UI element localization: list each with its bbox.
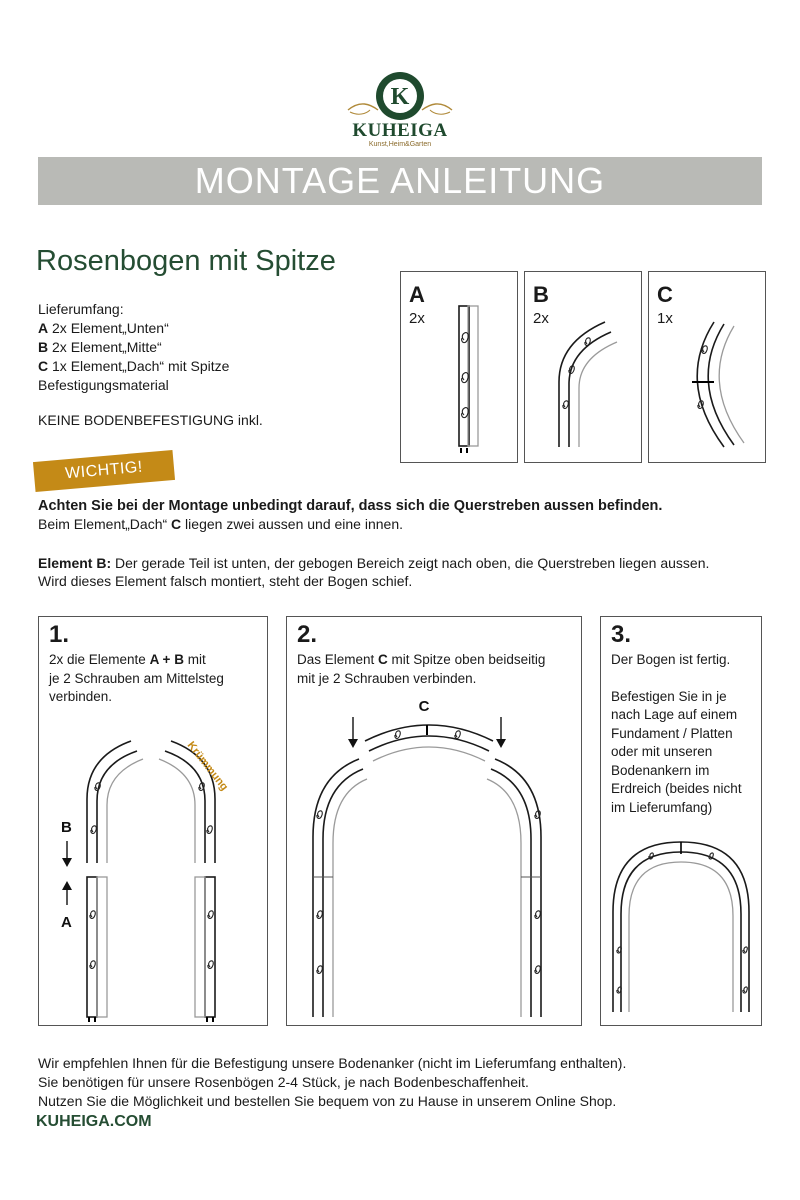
element-b-note: Wird dieses Element falsch montiert, steht der Bogen schief. [38, 573, 413, 589]
part-box-c [648, 271, 766, 463]
part-box-a [400, 271, 518, 463]
part-box-b [524, 271, 642, 463]
scope-heading: Lieferumfang: [38, 301, 124, 317]
part-qty: 1x [657, 310, 673, 327]
part-qty: 2x [533, 310, 549, 327]
footer-line: Nutzen Sie die Möglichkeit und bestellen Sie bequem von zu Hause in unserem Online Shop. [38, 1093, 617, 1109]
scope-item: C 1x Element„Dach“ mit Spitze [38, 358, 230, 374]
part-c-drawing [674, 312, 759, 457]
page-title: MONTAGE ANLEITUNG [194, 160, 606, 201]
step-text: Der Bogen ist fertig. Befestigen Sie in je nach Lage auf einem Fundament / Platten oder mit unseren Bodenankern im Erdreich (beides nicht im Lieferumfang) [611, 652, 742, 815]
step-1-box [38, 616, 268, 1026]
step-number: 1. [49, 621, 70, 648]
step-text: Das Element C mit Spitze oben beidseitig mit je 2 Schrauben verbinden. [297, 652, 546, 686]
part-qty: 2x [409, 310, 425, 327]
scope-extra: Befestigungsmaterial [38, 377, 169, 393]
logo-letter: K [390, 84, 410, 110]
label-c: C [418, 698, 430, 715]
label-a: A [61, 914, 72, 931]
scope-of-delivery [38, 300, 368, 395]
step-number: 2. [297, 621, 318, 648]
step-text: 2x die Elemente A + B mit je 2 Schrauben am Mittelsteg verbinden. [49, 652, 224, 704]
no-anchor-note: KEINE BODENBEFESTIGUNG inkl. [38, 412, 263, 428]
step-2-box [286, 616, 582, 1026]
part-a-drawing [446, 300, 496, 460]
step-number: 3. [611, 621, 632, 648]
part-letter: C [657, 282, 673, 307]
label-b: B [61, 819, 72, 836]
curvature-label: Krümmung [184, 739, 231, 794]
warning-line: Beim Element„Dach“ C liegen zwei aussen und eine innen. [38, 516, 403, 532]
important-badge: WICHTIG! [33, 450, 175, 492]
step-3-drawing [601, 832, 761, 1025]
element-b-note: Element B: Der gerade Teil ist unten, der gebogen Bereich zeigt nach oben, die Querstreben liegen aussen. [38, 555, 710, 571]
warning-line: Achten Sie bei der Montage unbedingt darauf, dass sich die Querstreben aussen befinden. [38, 498, 663, 514]
scope-item: B 2x Element„Mitte“ [38, 339, 162, 355]
step-2-drawing [287, 687, 581, 1025]
scope-item: A 2x Element„Unten“ [38, 320, 169, 336]
footer-line: Sie benötigen für unsere Rosenbögen 2-4 Stück, je nach Bodenbeschaffenheit. [38, 1074, 529, 1090]
part-b-drawing [545, 312, 635, 457]
brand-name: KUHEIGA [352, 120, 448, 141]
website-link[interactable]: KUHEIGA.COM [36, 1113, 152, 1130]
brand-tagline: Kunst,Heim&Garten [368, 141, 432, 148]
part-letter: A [409, 282, 425, 307]
product-title: Rosenbogen mit Spitze [36, 245, 336, 277]
step-3-box [600, 616, 762, 1026]
footer-line: Wir empfehlen Ihnen für die Befestigung unsere Bodenanker (nicht im Lieferumfang enthalten). [38, 1055, 627, 1071]
step-1-drawing [39, 727, 267, 1025]
part-letter: B [533, 282, 549, 307]
